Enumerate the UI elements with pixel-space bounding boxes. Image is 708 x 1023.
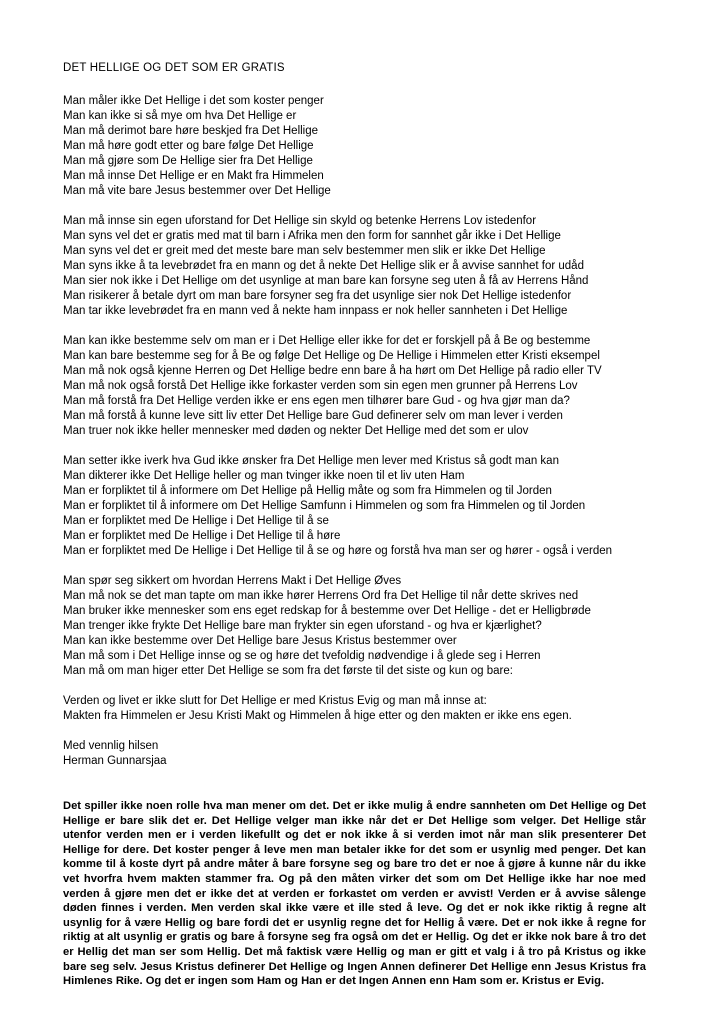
text-line: Man syns ikke å ta levebrødet fra en mann og det å nekte Det Hellige slik er å avvise sannhet for udåd [63,260,584,272]
text-line: Man må innse sin egen uforstand for Det Hellige sin skyld og betenke Herrens Lov istedenfor [63,215,537,227]
text-line: Man må vite bare Jesus bestemmer over Det Hellige [63,185,331,197]
paragraph-3 [63,334,646,439]
text-line: Man er forpliktet til å informere om Det Hellige på Hellig måte og som fra Himmelen og til Jorden [63,485,552,497]
text-line: Man risikerer å betale dyrt om man bare forsyner seg fra det usynlige sier nok Det Hellige istedenfor [63,290,572,302]
text-line: Man syns vel det er greit med det meste bare man selv bestemmer men slik er ikke Det Hellige [63,245,546,257]
text-line: Man må forstå å kunne leve sitt liv etter Det Hellige bare Gud definerer selv om man lever i verden [63,410,563,422]
text-line: Man er forpliktet med De Hellige i Det Hellige til å høre [63,530,341,542]
text-line: Man må høre godt etter og bare følge Det Hellige [63,140,314,152]
text-line: Man dikterer ikke Det Hellige heller og man tvinger ikke noen til et liv uten Ham [63,470,465,482]
text-line: Man må som i Det Hellige innse og se og høre det tvefoldig nødvendige i å glede seg i Herren [63,650,541,662]
text-line: Verden og livet er ikke slutt for Det Hellige er med Kristus Evig og man må innse at: [63,695,487,707]
paragraph-1 [63,94,646,199]
text-line: Man syns vel det er gratis med mat til barn i Afrika men den form for sannhet går ikke i Det Hellige [63,230,561,242]
text-line: Man er forpliktet til å informere om Det Hellige Samfunn i Himmelen og som fra Himmelen og til Jorden [63,500,586,512]
text-line: Man må derimot bare høre beskjed fra Det Hellige [63,125,319,137]
text-line: Man må nok se det man tapte om man ikke hører Herrens Ord fra Det Hellige til når dette skrives ned [63,590,579,602]
paragraph-6 [63,694,646,724]
text-line: Man bruker ikke mennesker som ens eget redskap for å bestemme over Det Hellige - det er Helligbrøde [63,605,591,617]
text-line: Man kan bare bestemme seg for å Be og følge Det Hellige og De Hellige i Himmelen etter Kristi eksempel [63,350,600,362]
text-line: Man må om man higer etter Det Hellige se som fra det første til det siste og kun og bare: [63,665,513,677]
text-line: Man må forstå fra Det Hellige verden ikke er ens egen men tilhører bare Gud - og hva gjør man da? [63,395,570,407]
text-line: Man må gjøre som De Hellige sier fra Det Hellige [63,155,313,167]
text-line: Man er forpliktet med De Hellige i Det Hellige til å se og høre og forstå hva man ser og hører - også i verden [63,545,613,557]
closing-bold-paragraph: Det spiller ikke noen rolle hva man mener om det. Det er ikke mulig å endre sannheten om Det Hellige og Det Hellige er bare slik det er. Det Hellige velger man ikke når det er Det Hellige som velger. Det Hellige står utenfor verden men er i verden likefullt og det er nok ikke å si verden imot når man slik presenterer Det Hellige for dere. Det koster penger å leve men man betaler ikke for det som er usynlig med penger. Det kan komme til å koste dyrt på andre måter å bare forsyne seg og bare tro det er noe å gjøre å kunne når du ikke vet hvorfra hvem makten stammer fra. Og på den måten virker det som om Det Hellige ikke har noe med verden å gjøre men det er ikke det at verden er forkastet om verden er avvist! Verden er å avvise sålenge døden finnes i verden. Men verden skal ikke være et ille sted å leve. Og det er nok ikke riktig å regne alt usynlig for å være Hellig og bare fordi det er usynlig regne det for Hellig å være. Det er nok ikke å regne for riktig at alt usynlig er gratis og bare å forsyne seg fra også om det er Hellig. Og det er ikke nok bare å tro det er Hellig det man ser som Hellig. Det må faktisk være Hellig og man er gitt et valg i å tro på Kristus og ikke bare seg selv. Jesus Kristus definerer Det Hellige og Ingen Annen definerer Det Hellige enn Jesus Kristus fra Himlenes Rike. Og det er ingen som Ham og Han er det Ingen Annen enn Ham som er. Kristus er Evig. [63,800,646,988]
text-line: Man sier nok ikke i Det Hellige om det usynlige at man bare kan forsyne seg uten å få av Herrens Hånd [63,275,589,287]
sender-name: Herman Gunnarsjaa [63,755,167,767]
paragraph-4 [63,454,646,559]
text-line: Man må innse Det Hellige er en Makt fra Himmelen [63,170,324,182]
text-line: Man setter ikke iverk hva Gud ikke ønsker fra Det Hellige men lever med Kristus så godt man kan [63,455,559,467]
valediction: Med vennlig hilsen [63,740,159,752]
text-line: Man truer nok ikke heller mennesker med døden og nekter Det Hellige med det som er ulov [63,425,529,437]
text-line: Man kan ikke bestemme over Det Hellige bare Jesus Kristus bestemmer over [63,635,457,647]
text-line: Man må nok også forstå Det Hellige ikke forkaster verden som sin egen men grunner på Herrens Lov [63,380,578,392]
text-line: Man måler ikke Det Hellige i det som koster penger [63,95,324,107]
text-line: Man kan ikke bestemme selv om man er i Det Hellige eller ikke for det er forskjell på å Be og bestemme [63,335,591,347]
text-line: Man spør seg sikkert om hvordan Herrens Makt i Det Hellige Øves [63,575,402,587]
paragraph-2 [63,214,646,319]
text-line: Man trenger ikke frykte Det Hellige bare man frykter sin egen uforstand - og hva er kjærlighet? [63,620,542,632]
text-line: Man kan ikke si så mye om hva Det Hellige er [63,110,297,122]
text-line: Man tar ikke levebrødet fra en mann ved å nekte ham innpass er nok heller sannheten i Det Hellige [63,305,568,317]
paragraph-5 [63,574,646,679]
document-title: DET HELLIGE OG DET SOM ER GRATIS [63,62,285,74]
text-line: Man må nok også kjenne Herren og Det Hellige bedre enn bare å ha hørt om Det Hellige på radio eller TV [63,365,602,377]
text-line: Makten fra Himmelen er Jesu Kristi Makt og Himmelen å hige etter og den makten er ikke ens egen. [63,710,572,722]
text-line: Man er forpliktet med De Hellige i Det Hellige til å se [63,515,329,527]
signature-block [63,739,646,769]
